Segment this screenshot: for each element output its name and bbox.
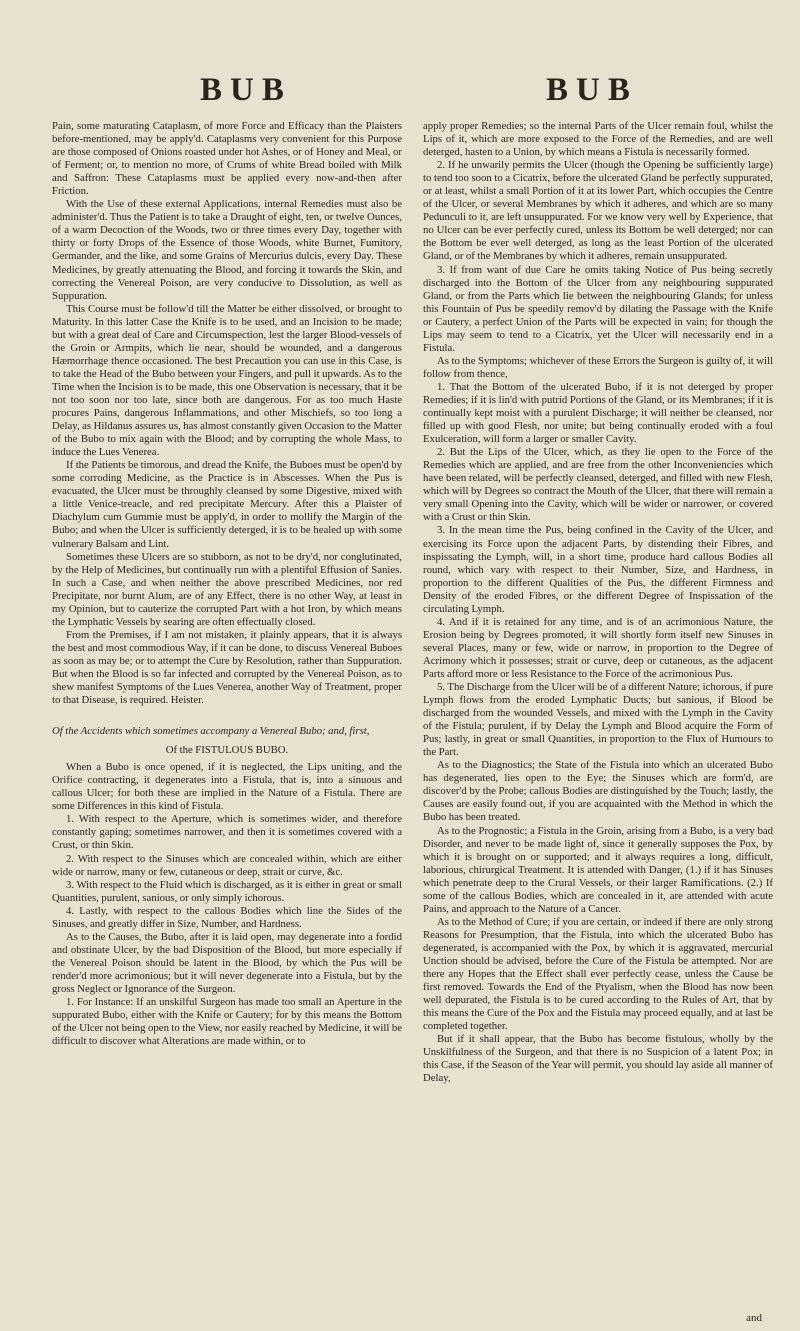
paragraph: 2. But the Lips of the Ulcer, which, as they lie open to the Force of the Remedies which are applied, and are free from the other Inconveniencies which have been related, will be perfectly cleansed, deterged, and filled with new Flesh, which will by Degrees so contract the Mouth of the Ulcer, that there will remain a very small Opening into the Cavity, which will be wider or narrower, or covered with a Crust or thin Skin. — [423, 446, 773, 524]
paragraph: 3. In the mean time the Pus, being confined in the Cavity of the Ulcer, and exercising its Force upon the adjacent Parts, by distending their Fibres, and inspissating the Lymph, will, in a short time, produce hard callous Bodies all round, which vary with respect to their Number, Size, and Hardness, in proportion to the different Qualities of the Pus, the different Firmness and Density of the eroded Fibres, or the different Degree of Inspissation of the circulating Lymph. — [423, 524, 773, 615]
paragraph: When a Bubo is once opened, if it is neglected, the Lips uniting, and the Orifice contracting, it degenerates into a Fistula, that is, into a sinuous and callous Ulcer; for both these are implied in the Nature of a Fistula. There are some Differences in this kind of Fistula. — [52, 761, 402, 813]
paragraph: 4. Lastly, with respect to the callous Bodies which line the Sides of the Sinuses, and greatly differ in Size, Number, and Hardness. — [52, 904, 402, 930]
section-heading: Of the Accidents which sometimes accompany a Venereal Bubo; and, first, — [52, 725, 370, 738]
section-subheading: Of the FISTULOUS BUBO. — [165, 744, 289, 757]
running-head-right: BUB — [546, 72, 638, 108]
paragraph: apply proper Remedies; so the internal Parts of the Ulcer remain foul, whilst the Lips of it, which are more exposed to the Force of the Remedies, and are well deterged, hasten to a Union, by which means a Fistula is necessarily formed. — [423, 120, 773, 159]
paragraph: This Course must be follow'd till the Matter be either dissolved, or brought to Maturity. In this latter Case the Knife is to be used, and an Incision to be made; but with a great deal of Care and Circumspection, lest the larger Blood-vessels of the Groin or Armpits, which lie near, should be wounded, and a dangerous Hæmorrhage thence occasioned. The best Precaution you can use in this Case, is to take the Head of the Bubo between your Fingers, and pull it upwards. As to the Time when the Incision is to be made, this one Observation is necessary, that it be not too soon nor too late, since both are dangerous. For as too much Haste procures Pains, dangerous Inflammations, and other Mischiefs, so too long a Delay, as Hildanus assures us, has almost constantly given Occasion to the Matter of the Bubo to mix again with the Blood; and by corrupting the whole Mass, to induce the Lues Venerea. — [52, 302, 402, 459]
right-column — [423, 120, 773, 1085]
paragraph: Sometimes these Ulcers are so stubborn, as not to be dry'd, nor conglutinated, by the Help of Medicines, but continually run with a plentiful Effusion of Sanies. In such a Case, and when neither the above prescribed Medicines, nor red Precipitate, nor burnt Alum, are of any Effect, there is no other Way, at least in my Opinion, but to cauterize the corrupted Part with a hot Iron, by which means the Lymphatic Vessels by searing are often effectually closed. — [52, 550, 402, 628]
paragraph: Pain, some maturating Cataplasm, of more Force and Efficacy than the Plaisters before-mentioned, may be apply'd. Cataplasms very convenient for this Purpose are those composed of Onions roasted under hot Ashes, or of Honey and Meal, or of Ferment; or, to mention no more, of Crums of white Bread boiled with Milk and Saffron: These Cataplasms must be applied every now-and-then after Friction. — [52, 120, 402, 198]
page-header — [0, 72, 800, 120]
paragraph: As to the Causes, the Bubo, after it is laid open, may degenerate into a fordid and obstinate Ulcer, by the bad Disposition of the Blood, but more especially if the Venereal Poison should be latent in the Blood, by which the Pus will be render'd more acrimonious; but it will never degenerate into a Fistula, but by the gross Neglect or Ignorance of the Surgeon. — [52, 930, 402, 995]
paragraph: 1. For Instance: If an unskilful Surgeon has made too small an Aperture in the suppurated Bubo, either with the Knife or Cautery; for by this means the Bottom of the Ulcer not being open to the View, nor easily reached by Medicine, it will be difficult to discover what Alterations are made within, or to — [52, 996, 402, 1048]
paragraph: As to the Symptoms; whichever of these Errors the Surgeon is guilty of, it will follow from thence, — [423, 354, 773, 380]
paragraph: As to the Diagnostics; the State of the Fistula into which an ulcerated Bubo has degenerated, lies open to the Eye; the Sinuses which are form'd, are discover'd by the Probe; callous Bodies are distinguished by the Touch; lastly, the Causes are easily found out, if you are acquainted with the Method in which the Bubo has been treated. — [423, 759, 773, 824]
paragraph: From the Premises, if I am not mistaken, it plainly appears, that it is always the best and most commodious Way, if it can be done, to discuss Venereal Buboes as soon as may be; or to attempt the Cure by Resolution, rather than Suppuration. But when the Blood is so far infected and corrupted by the Venereal Poison, as to shew manifest Symptoms of the Lues Venerea, another Way of Treatment, proper to that Disease, is required. Heister. — [52, 628, 402, 707]
paragraph: 1. With respect to the Aperture, which is sometimes wider, and therefore constantly gaping; sometimes narrower, and then it is sometimes covered with a Crust, or thin Skin. — [52, 813, 402, 852]
paragraph: 4. And if it is retained for any time, and is of an acrimonious Nature, the Erosion being by Degrees promoted, it will shortly form itself new Sinuses in several Places, many or few, wide or narrow, in proportion to the Degree of Acrimony which it possesses; strait or curve, deep or cutaneous, as the adjacent Parts afford more or less Resistance to the Force of the acrimonious Pus. — [423, 615, 773, 680]
left-column — [52, 120, 402, 1048]
catchword: and — [746, 1312, 762, 1324]
paragraph: 2. If he unwarily permits the Ulcer (though the Opening be sufficiently large) to tend too soon to a Cicatrix, before the ulcerated Gland be perfectly suppurated, or at least, whilst a small Portion of it at its lower Part, which occupies the Centre of the Ulcer, or several Membranes by which it adheres, and which are so many Pedunculi to it, are left unsuppurated. For we know very well by Experience, that no Ulcer can be ever perfectly cured, unless its Bottom be well deterged; nor can the Bottom be ever well deterged, as long as the least Portion of the ulcerated Gland, or of the Membranes by which it adheres, remain unsuppurated. — [423, 159, 773, 263]
paragraph: If the Patients be timorous, and dread the Knife, the Buboes must be open'd by some corroding Medicine, as the Practice is in Abscesses. When the Pus is evacuated, the Ulcer must be throughly cleansed by some Digestive, mixed with a little Venice-treacle, and red precipitate Mercury. After this a Plaister of Diachylum cum Gummie must be apply'd, in order to mollify the Margin of the Bubo; and when the Ulcer is sufficiently deterged, it is to be healed up with some vulnerary Balsam and Lint. — [52, 459, 402, 550]
paragraph: As to the Prognostic; a Fistula in the Groin, arising from a Bubo, is a very bad Disorder, and never to be made light of, since it generally supposes the Pox, by which it is brought on or supported; and it always requires a long, difficult, laborious, chirurgical Treatment. It is attended with Danger, (1.) if it has Sinuses which penetrate deep to the Crural Vessels, or their larger Ramifications. (2.) If some of the callous Bodies, which are concealed in it, are attended with acute Pains, and approach to the Nature of a Cancer. — [423, 824, 773, 915]
paragraph: 5. The Discharge from the Ulcer will be of a different Nature; ichorous, if pure Lymph flows from the eroded Lymphatic Ducts; but sanious, if Blood be discharged from the wounded Vessels, and mixed with the Lymph in the Cavity of the Fistula; purulent, if by Delay the Lymph and Blood acquire the Form of Pus; lastly, in great or small Quantities, in proportion to the Flux of Humours to the Part. — [423, 681, 773, 759]
paragraph: But if it shall appear, that the Bubo has become fistulous, wholly by the Unskilfulness of the Surgeon, and that there is no Suspicion of a latent Pox; in this Case, if the Season of the Year will permit, you should lay aside all manner of Delay, — [423, 1033, 773, 1085]
paragraph: As to the Method of Cure; if you are certain, or indeed if there are only strong Reasons for Presumption, that the Fistula, into which the ulcerated Bubo has degenerated, is accompanied with the Pox, by which it is aggravated, mercurial Unction should be advised, before the Cure of the Fistula be attempted. Nor are there any Hopes that the Effect shall ever perfectly cease, unless the Cause be first removed. Towards the End of the Ptyalism, when the Blood has now been well depurated, the Fistula is to be cured according to the Rules of Art, that by this means the Cure of the Pox and the Fistula may proceed equally, and at last be completed together. — [423, 915, 773, 1033]
running-head-left: BUB — [200, 72, 292, 108]
paragraph: 1. That the Bottom of the ulcerated Bubo, if it is not deterged by proper Remedies; if it is lin'd with putrid Portions of the Gland, or its Membranes; if it is continually kept moist with a purulent Discharge; it will neither be cleansed, nor filled up with good Flesh, nor unite; but being continually eroded with a foul Exulceration, will form a larger or smaller Cavity. — [423, 380, 773, 446]
paragraph: 2. With respect to the Sinuses which are concealed within, which are either wide or narrow, many or few, cutaneous or deep, strait or curve, &c. — [52, 852, 402, 878]
paragraph: 3. If from want of due Care he omits taking Notice of Pus being secretly discharged into the Bottom of the Ulcer from any neighbouring suppurated Gland, or from the Parts which lie between the neighbouring Glands; for unless this Fountain of Pus be speedily remov'd by dilating the Passage with the Knife or Cautery, a perfect Union of the Parts will be expected in vain; for though the Lips may seem to tend to a Cicatrix, yet the Ulcer will necessarily end in a Fistula. — [423, 263, 773, 354]
paragraph: With the Use of these external Applications, internal Remedies must also be administer'd. Thus the Patient is to take a Draught of eight, ten, or twelve Ounces, of a warm Decoction of the Woods, two or three times every Day, together with thirty or forty Drops of the Essence of those Woods, white Burnet, Fumitory, Germander, and the like, and some Grains of Mercurius dulcis, every Day. These Medicines, by greatly attenuating the Blood, and forcing it towards the Skin, and correcting the Venereal Poison, are very conducive to Dissolution, as well as Suppuration. — [52, 198, 402, 302]
paragraph: 3. With respect to the Fluid which is discharged, as it is either in great or small Quantities, purulent, sanious, or only simply ichorous. — [52, 878, 402, 904]
